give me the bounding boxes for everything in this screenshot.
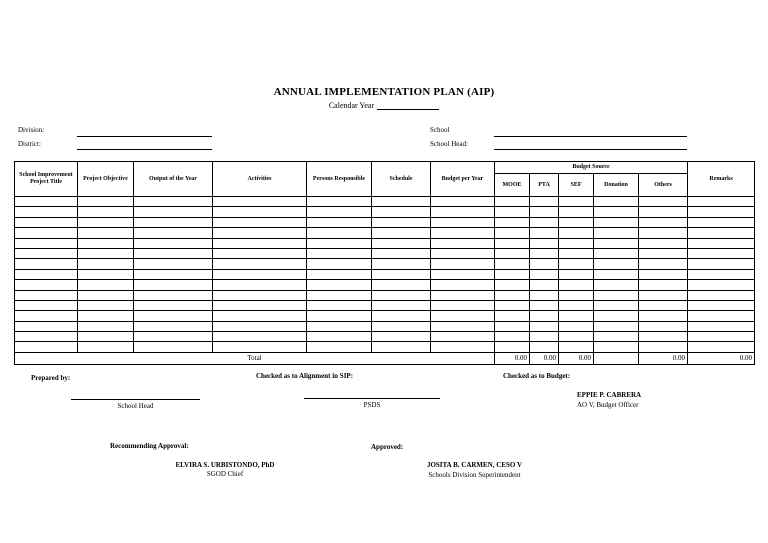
table-cell[interactable] (431, 207, 495, 217)
table-row (15, 259, 755, 269)
prepared-by-label: Prepared by: (31, 374, 71, 382)
col-header-remarks: Remarks (688, 162, 755, 197)
table-cell[interactable] (134, 280, 213, 290)
table-cell[interactable] (307, 238, 372, 248)
table-cell[interactable] (213, 259, 307, 269)
table-row (15, 248, 755, 258)
table-cell[interactable] (495, 228, 530, 238)
table-cell[interactable] (372, 228, 431, 238)
table-row (15, 238, 755, 248)
table-cell[interactable] (372, 342, 431, 352)
table-cell[interactable] (594, 207, 639, 217)
table-cell[interactable] (213, 197, 307, 207)
table-cell[interactable] (559, 269, 594, 279)
col-header-mooe: MOOE (495, 174, 530, 197)
table-cell[interactable] (688, 248, 755, 258)
table-cell[interactable] (639, 290, 688, 300)
table-cell[interactable] (134, 259, 213, 269)
table-cell[interactable] (639, 269, 688, 279)
document-title: ANNUAL IMPLEMENTATION PLAN (AIP) (273, 86, 495, 98)
col-header-activities: Activities (213, 162, 307, 197)
table-cell[interactable] (213, 280, 307, 290)
table-cell[interactable] (530, 217, 559, 227)
table-cell[interactable] (213, 321, 307, 331)
table-cell[interactable] (594, 300, 639, 310)
recommending-name: ELVIRA S. URBISTONDO, PhD (175, 461, 275, 469)
table-cell[interactable] (307, 248, 372, 258)
table-cell[interactable] (372, 259, 431, 269)
table-cell[interactable] (213, 269, 307, 279)
table-cell[interactable] (372, 197, 431, 207)
table-cell[interactable] (688, 300, 755, 310)
table-cell[interactable] (639, 238, 688, 248)
table-cell[interactable] (134, 300, 213, 310)
table-cell[interactable] (78, 321, 134, 331)
table-cell[interactable] (594, 259, 639, 269)
calendar-year-field[interactable] (377, 101, 439, 110)
table-cell[interactable] (559, 248, 594, 258)
table-cell[interactable] (688, 217, 755, 227)
table-cell[interactable] (15, 311, 78, 321)
table-cell[interactable] (78, 269, 134, 279)
school-field[interactable] (494, 136, 687, 137)
total-remarks: 0.00 (688, 352, 755, 364)
table-cell[interactable] (559, 238, 594, 248)
table-cell[interactable] (431, 197, 495, 207)
table-cell[interactable] (559, 300, 594, 310)
table-cell[interactable] (559, 342, 594, 352)
table-cell[interactable] (495, 311, 530, 321)
table-cell[interactable] (134, 269, 213, 279)
recommending-title: SGOD Chief (206, 470, 244, 478)
table-cell[interactable] (134, 238, 213, 248)
table-cell[interactable] (372, 207, 431, 217)
table-cell[interactable] (559, 228, 594, 238)
table-cell[interactable] (495, 248, 530, 258)
table-cell[interactable] (431, 280, 495, 290)
table-cell[interactable] (559, 197, 594, 207)
school-head-sig-label: School Head (117, 402, 154, 410)
aip-table (14, 161, 755, 365)
table-cell[interactable] (307, 332, 372, 342)
table-cell[interactable] (431, 217, 495, 227)
table-row (15, 217, 755, 227)
table-cell[interactable] (213, 300, 307, 310)
col-header-pta: PTA (530, 174, 559, 197)
table-cell[interactable] (15, 332, 78, 342)
table-cell[interactable] (559, 311, 594, 321)
table-cell[interactable] (530, 311, 559, 321)
school-head-label: School Head: (430, 140, 468, 148)
table-cell[interactable] (15, 321, 78, 331)
table-cell[interactable] (307, 197, 372, 207)
table-cell[interactable] (530, 238, 559, 248)
table-cell[interactable] (15, 342, 78, 352)
table-cell[interactable] (78, 280, 134, 290)
table-cell[interactable] (15, 238, 78, 248)
table-cell[interactable] (530, 248, 559, 258)
table-row (15, 300, 755, 310)
table-cell[interactable] (307, 290, 372, 300)
table-cell[interactable] (78, 311, 134, 321)
table-cell[interactable] (495, 197, 530, 207)
table-cell[interactable] (372, 238, 431, 248)
table-cell[interactable] (213, 207, 307, 217)
total-row (15, 352, 755, 364)
school-head-field[interactable] (494, 149, 687, 150)
total-sef: 0.00 (559, 352, 594, 364)
division-label: Division: (18, 126, 45, 134)
table-cell[interactable] (530, 207, 559, 217)
table-cell[interactable] (134, 217, 213, 227)
table-cell[interactable] (134, 197, 213, 207)
table-cell[interactable] (639, 311, 688, 321)
table-cell[interactable] (530, 321, 559, 331)
table-cell[interactable] (431, 238, 495, 248)
table-cell[interactable] (530, 269, 559, 279)
table-cell[interactable] (639, 228, 688, 238)
table-cell[interactable] (78, 259, 134, 269)
table-cell[interactable] (307, 207, 372, 217)
col-header-sef: SEF (559, 174, 594, 197)
table-cell[interactable] (495, 290, 530, 300)
table-cell[interactable] (530, 280, 559, 290)
checked-alignment-label: Checked as to Alignment in SIP: (256, 372, 354, 380)
recommending-approval-label: Recommending Approval: (110, 442, 189, 450)
total-mooe: 0.00 (495, 352, 530, 364)
table-cell[interactable] (372, 321, 431, 331)
table-cell[interactable] (495, 321, 530, 331)
psds-signature-line[interactable] (304, 398, 440, 399)
table-cell[interactable] (639, 259, 688, 269)
col-header-donation: Donation (594, 174, 639, 197)
table-cell[interactable] (688, 207, 755, 217)
table-cell[interactable] (594, 217, 639, 227)
table-cell[interactable] (372, 217, 431, 227)
approver-name: JOSITA B. CARMEN, CESO V (426, 461, 523, 469)
budget-officer-name: EPPIE P. CABRERA (577, 391, 642, 399)
table-cell[interactable] (431, 269, 495, 279)
table-cell[interactable] (78, 332, 134, 342)
table-cell[interactable] (213, 342, 307, 352)
table-cell[interactable] (15, 290, 78, 300)
table-cell[interactable] (530, 290, 559, 300)
table-cell[interactable] (639, 197, 688, 207)
table-cell[interactable] (213, 217, 307, 227)
table-cell[interactable] (372, 290, 431, 300)
table-cell[interactable] (134, 290, 213, 300)
col-header-budget-per-year: Budget per Year (431, 162, 495, 197)
total-donation (594, 352, 639, 364)
table-cell[interactable] (307, 311, 372, 321)
table-cell[interactable] (78, 228, 134, 238)
table-row (15, 228, 755, 238)
table-cell[interactable] (78, 300, 134, 310)
calendar-year-line (0, 101, 768, 110)
table-cell[interactable] (495, 238, 530, 248)
table-cell[interactable] (307, 280, 372, 290)
col-header-schedule: Schedule (372, 162, 431, 197)
table-cell[interactable] (213, 238, 307, 248)
table-row (15, 332, 755, 342)
table-cell[interactable] (559, 321, 594, 331)
table-cell[interactable] (213, 248, 307, 258)
approved-label: Approved: (371, 443, 404, 451)
table-cell[interactable] (78, 290, 134, 300)
table-cell[interactable] (594, 280, 639, 290)
table-cell[interactable] (688, 280, 755, 290)
table-cell[interactable] (78, 207, 134, 217)
total-others: 0.00 (639, 352, 688, 364)
table-cell[interactable] (530, 197, 559, 207)
table-cell[interactable] (15, 248, 78, 258)
table-cell[interactable] (213, 332, 307, 342)
budget-officer-title: AO V, Budget Officer (577, 401, 639, 409)
table-cell[interactable] (495, 217, 530, 227)
table-cell[interactable] (431, 290, 495, 300)
table-cell[interactable] (372, 300, 431, 310)
table-cell[interactable] (307, 300, 372, 310)
table-cell[interactable] (372, 269, 431, 279)
table-cell[interactable] (688, 238, 755, 248)
table-cell[interactable] (78, 217, 134, 227)
psds-sig-label: PSDS (363, 401, 381, 409)
table-cell[interactable] (213, 228, 307, 238)
table-cell[interactable] (307, 259, 372, 269)
table-row (15, 290, 755, 300)
table-cell[interactable] (134, 248, 213, 258)
col-header-persons-responsible: Persons Responsible (307, 162, 372, 197)
col-header-project-title: School Improvement Project Title (15, 162, 78, 197)
table-cell[interactable] (372, 280, 431, 290)
table-cell[interactable] (495, 332, 530, 342)
table-cell[interactable] (559, 332, 594, 342)
table-cell[interactable] (688, 311, 755, 321)
table-cell[interactable] (431, 228, 495, 238)
table-cell[interactable] (15, 228, 78, 238)
table-cell[interactable] (559, 259, 594, 269)
school-head-signature-line[interactable] (71, 399, 200, 400)
table-cell[interactable] (15, 217, 78, 227)
table-cell[interactable] (134, 207, 213, 217)
table-cell[interactable] (431, 321, 495, 331)
col-header-output: Output of the Year (134, 162, 213, 197)
table-row (15, 280, 755, 290)
table-cell[interactable] (594, 342, 639, 352)
table-row (15, 207, 755, 217)
table-cell[interactable] (688, 332, 755, 342)
table-cell[interactable] (431, 342, 495, 352)
table-cell[interactable] (495, 269, 530, 279)
table-cell[interactable] (559, 207, 594, 217)
table-cell[interactable] (134, 311, 213, 321)
table-cell[interactable] (594, 228, 639, 238)
col-header-budget-source: Budget Source (495, 162, 688, 174)
table-cell[interactable] (307, 228, 372, 238)
district-field[interactable] (77, 149, 212, 150)
table-cell[interactable] (688, 228, 755, 238)
table-cell[interactable] (688, 269, 755, 279)
table-cell[interactable] (530, 332, 559, 342)
table-cell[interactable] (594, 238, 639, 248)
table-cell[interactable] (213, 311, 307, 321)
table-row (15, 342, 755, 352)
table-cell[interactable] (559, 280, 594, 290)
table-cell[interactable] (134, 342, 213, 352)
table-cell[interactable] (594, 311, 639, 321)
table-cell[interactable] (639, 332, 688, 342)
table-cell[interactable] (307, 269, 372, 279)
total-pta: 0.00 (530, 352, 559, 364)
total-label: Total (15, 352, 495, 364)
table-cell[interactable] (431, 311, 495, 321)
table-row (15, 197, 755, 207)
table-cell[interactable] (639, 280, 688, 290)
checked-budget-label: Checked as to Budget: (503, 372, 571, 380)
col-header-project-objective: Project Objective (78, 162, 134, 197)
table-cell[interactable] (15, 259, 78, 269)
table-cell[interactable] (495, 207, 530, 217)
table-cell[interactable] (594, 321, 639, 331)
table-cell[interactable] (530, 342, 559, 352)
table-cell[interactable] (431, 259, 495, 269)
table-cell[interactable] (134, 332, 213, 342)
table-cell[interactable] (639, 321, 688, 331)
table-cell[interactable] (594, 248, 639, 258)
table-cell[interactable] (594, 290, 639, 300)
table-cell[interactable] (431, 248, 495, 258)
table-cell[interactable] (431, 300, 495, 310)
table-cell[interactable] (639, 217, 688, 227)
table-cell[interactable] (530, 259, 559, 269)
table-cell[interactable] (688, 321, 755, 331)
table-cell[interactable] (495, 342, 530, 352)
table-cell[interactable] (639, 248, 688, 258)
table-cell[interactable] (530, 228, 559, 238)
table-cell[interactable] (372, 248, 431, 258)
table-cell[interactable] (134, 228, 213, 238)
table-cell[interactable] (639, 342, 688, 352)
table-cell[interactable] (372, 311, 431, 321)
table-cell[interactable] (78, 248, 134, 258)
table-cell[interactable] (594, 332, 639, 342)
table-cell[interactable] (559, 290, 594, 300)
table-cell[interactable] (688, 197, 755, 207)
table-row (15, 269, 755, 279)
table-cell[interactable] (688, 290, 755, 300)
table-cell[interactable] (495, 300, 530, 310)
approver-title: Schools Division Superintendent (428, 471, 521, 479)
table-cell[interactable] (594, 197, 639, 207)
table-cell[interactable] (639, 300, 688, 310)
table-cell[interactable] (134, 321, 213, 331)
table-cell[interactable] (688, 342, 755, 352)
table-cell[interactable] (307, 321, 372, 331)
district-label: District: (18, 140, 41, 148)
table-cell[interactable] (78, 342, 134, 352)
table-row (15, 321, 755, 331)
table-cell[interactable] (559, 217, 594, 227)
table-cell[interactable] (15, 280, 78, 290)
school-label: School (430, 126, 450, 134)
table-cell[interactable] (307, 342, 372, 352)
table-cell[interactable] (495, 259, 530, 269)
table-cell[interactable] (15, 197, 78, 207)
table-cell[interactable] (213, 290, 307, 300)
table-cell[interactable] (307, 217, 372, 227)
table-cell[interactable] (372, 332, 431, 342)
col-header-others: Others (639, 174, 688, 197)
table-row (15, 311, 755, 321)
table-cell[interactable] (639, 207, 688, 217)
table-cell[interactable] (688, 259, 755, 269)
table-cell[interactable] (431, 332, 495, 342)
table-cell[interactable] (78, 238, 134, 248)
table-cell[interactable] (594, 269, 639, 279)
calendar-year-label: Calendar Year (328, 101, 375, 110)
division-field[interactable] (77, 136, 212, 137)
table-cell[interactable] (15, 207, 78, 217)
table-cell[interactable] (15, 269, 78, 279)
table-cell[interactable] (530, 300, 559, 310)
table-cell[interactable] (495, 280, 530, 290)
table-cell[interactable] (15, 300, 78, 310)
table-cell[interactable] (78, 197, 134, 207)
